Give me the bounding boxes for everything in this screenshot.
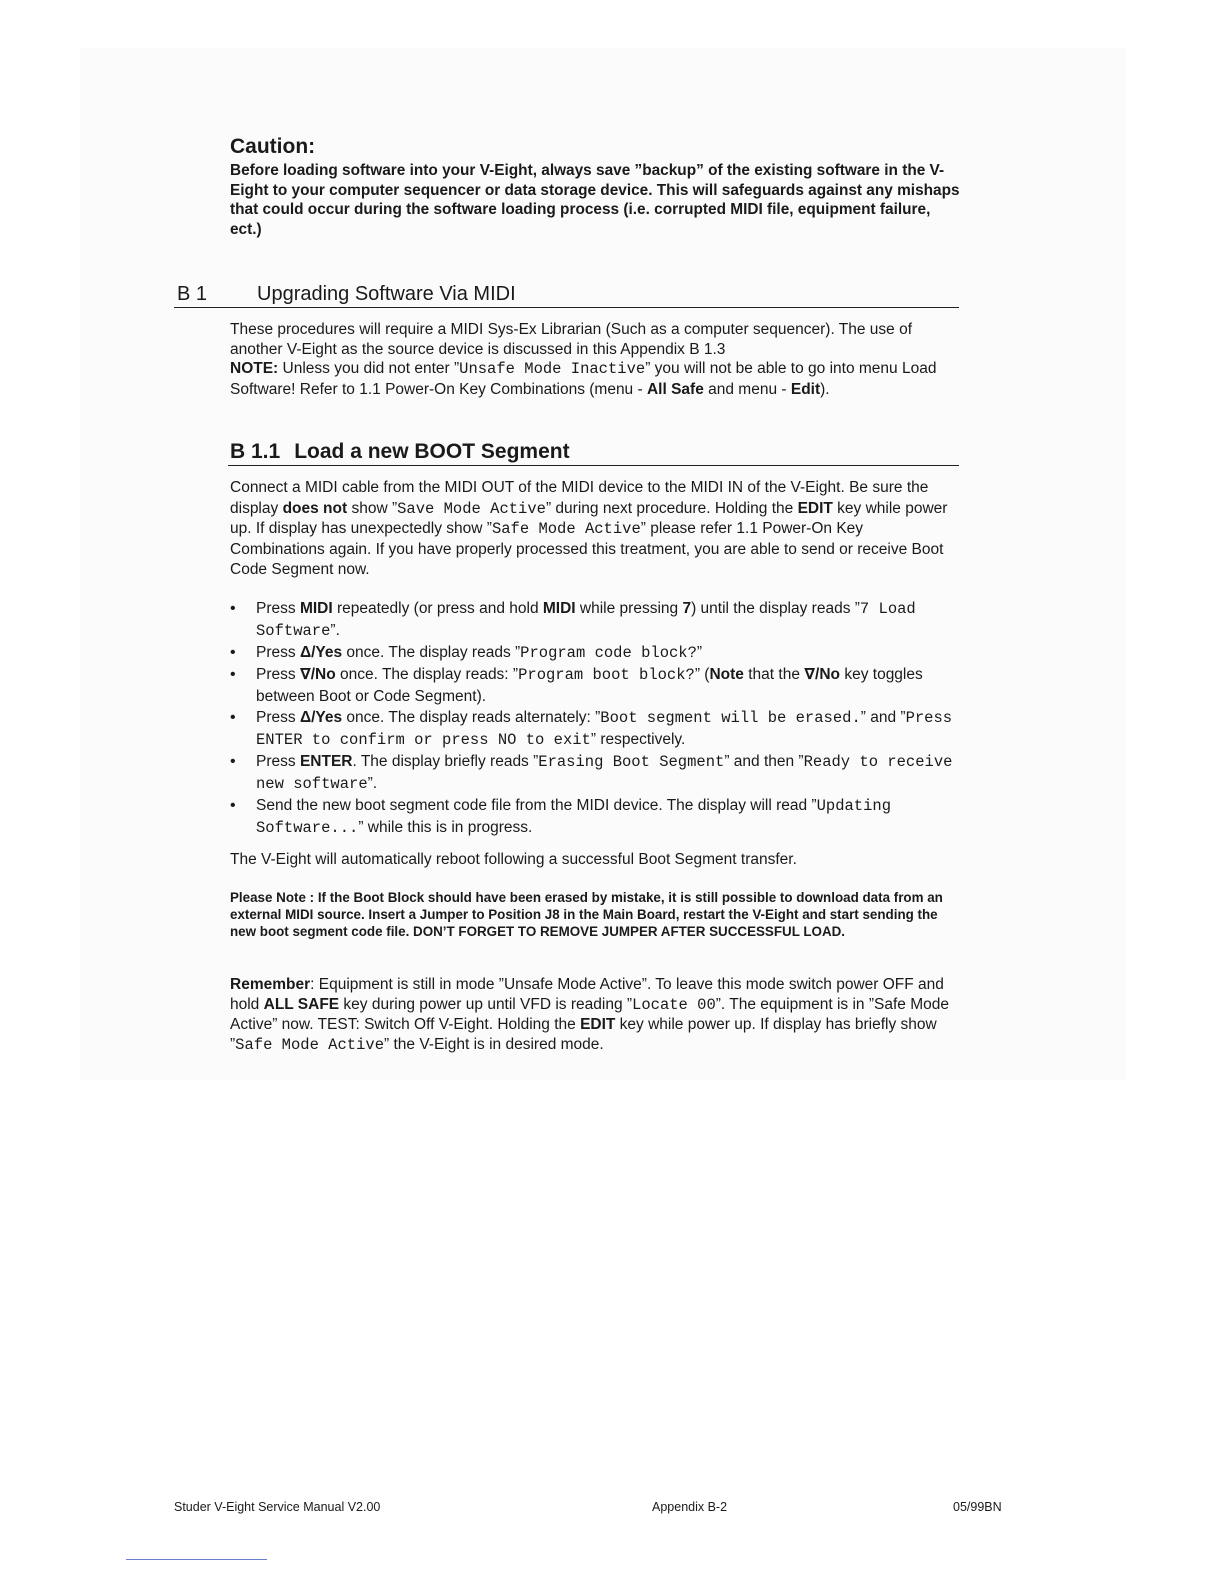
list-item: • Press Δ/Yes once. The display reads ”Program code block?” [230, 642, 960, 664]
section-b11-heading [230, 440, 570, 464]
section-b1-number: B 1 [177, 283, 208, 305]
section-b11-intro: Connect a MIDI cable from the MIDI OUT of the MIDI device to the MIDI IN of the V-Eight. Be sure the display does not show ”Save Mode Active” during next procedure. Holding the EDIT key while power up. If display has unexpectedly show ”Safe Mode Active” please refer 1.1 Power-On Key Combinations again. If you have properly processed this treatment, you are able to send or receive Boot Code Segment now. [230, 479, 948, 578]
reboot-text: The V-Eight will automatically reboot following a successful Boot Segment transfer. [230, 851, 797, 868]
section-b11-divider [228, 465, 959, 466]
section-b1-divider [174, 307, 959, 308]
caution-text: Before loading software into your V-Eight, always save ”backup” of the existing software in the V-Eight to your computer sequencer or data storage device. This will safeguards against any mishaps that could occur during the software loading process (i.e. corrupted MIDI file, equipment failure, ect.) [230, 162, 960, 238]
footer-page-label: Appendix B-2 [652, 1500, 728, 1514]
section-b11-number: B 1.1 [230, 440, 281, 463]
list-item: • Press ENTER. The display briefly reads ”Erasing Boot Segment” and then ”Ready to receive new software”. [230, 751, 960, 795]
footer-date-code: 05/99BN [953, 1500, 1002, 1514]
procedure-steps [230, 598, 960, 839]
section-b1-intro: These procedures will require a MIDI Sys-Ex Librarian (Such as a computer sequencer). The use of another V-Eight as the source device is discussed in this Appendix B 1.3 NOTE: Unless you did not enter ”Unsafe Mode Inactive” you will not be able to go into menu Load Software! Refer to 1.1 Power-On Key Combinations (menu - All Safe and menu - Edit). [230, 321, 937, 398]
section-b11-title: Load a new BOOT Segment [294, 440, 570, 463]
list-item: • Press ∇/No once. The display reads: ”Program boot block?” (Note that the ∇/No key toggles between Boot or Code Segment). [230, 664, 960, 707]
footer-manual-title: Studer V-Eight Service Manual V2.00 [174, 1500, 381, 1514]
bottom-link-line [126, 1559, 267, 1560]
please-note: Please Note : If the Boot Block should have been erased by mistake, it is still possible to download data from an external MIDI source. Insert a Jumper to Position J8 in the Main Board, restart the V-Eight and start sending the new boot segment code file. DON’T FORGET TO REMOVE JUMPER AFTER SUCCESSFUL LOAD. [230, 890, 943, 939]
list-item: • Press Δ/Yes once. The display reads alternately: ”Boot segment will be erased.” and ”Press ENTER to confirm or press NO to exit” respectively. [230, 707, 960, 751]
list-item: • Press MIDI repeatedly (or press and hold MIDI while pressing 7) until the display reads ”7 Load Software”. [230, 598, 960, 642]
list-item: • Send the new boot segment code file from the MIDI device. The display will read ”Updating Software...” while this is in progress. [230, 795, 960, 839]
section-b1-title: Upgrading Software Via MIDI [257, 283, 516, 305]
caution-heading: Caution: [230, 135, 316, 158]
remember-paragraph: Remember: Equipment is still in mode ”Unsafe Mode Active”. To leave this mode switch power OFF and hold ALL SAFE key during power up until VFD is reading ”Locate 00”. The equipment is in ”Safe Mode Active” now. TEST: Switch Off V-Eight. Holding the EDIT key while power up. If display has briefly show ”Safe Mode Active” the V-Eight is in desired mode. [230, 976, 949, 1054]
